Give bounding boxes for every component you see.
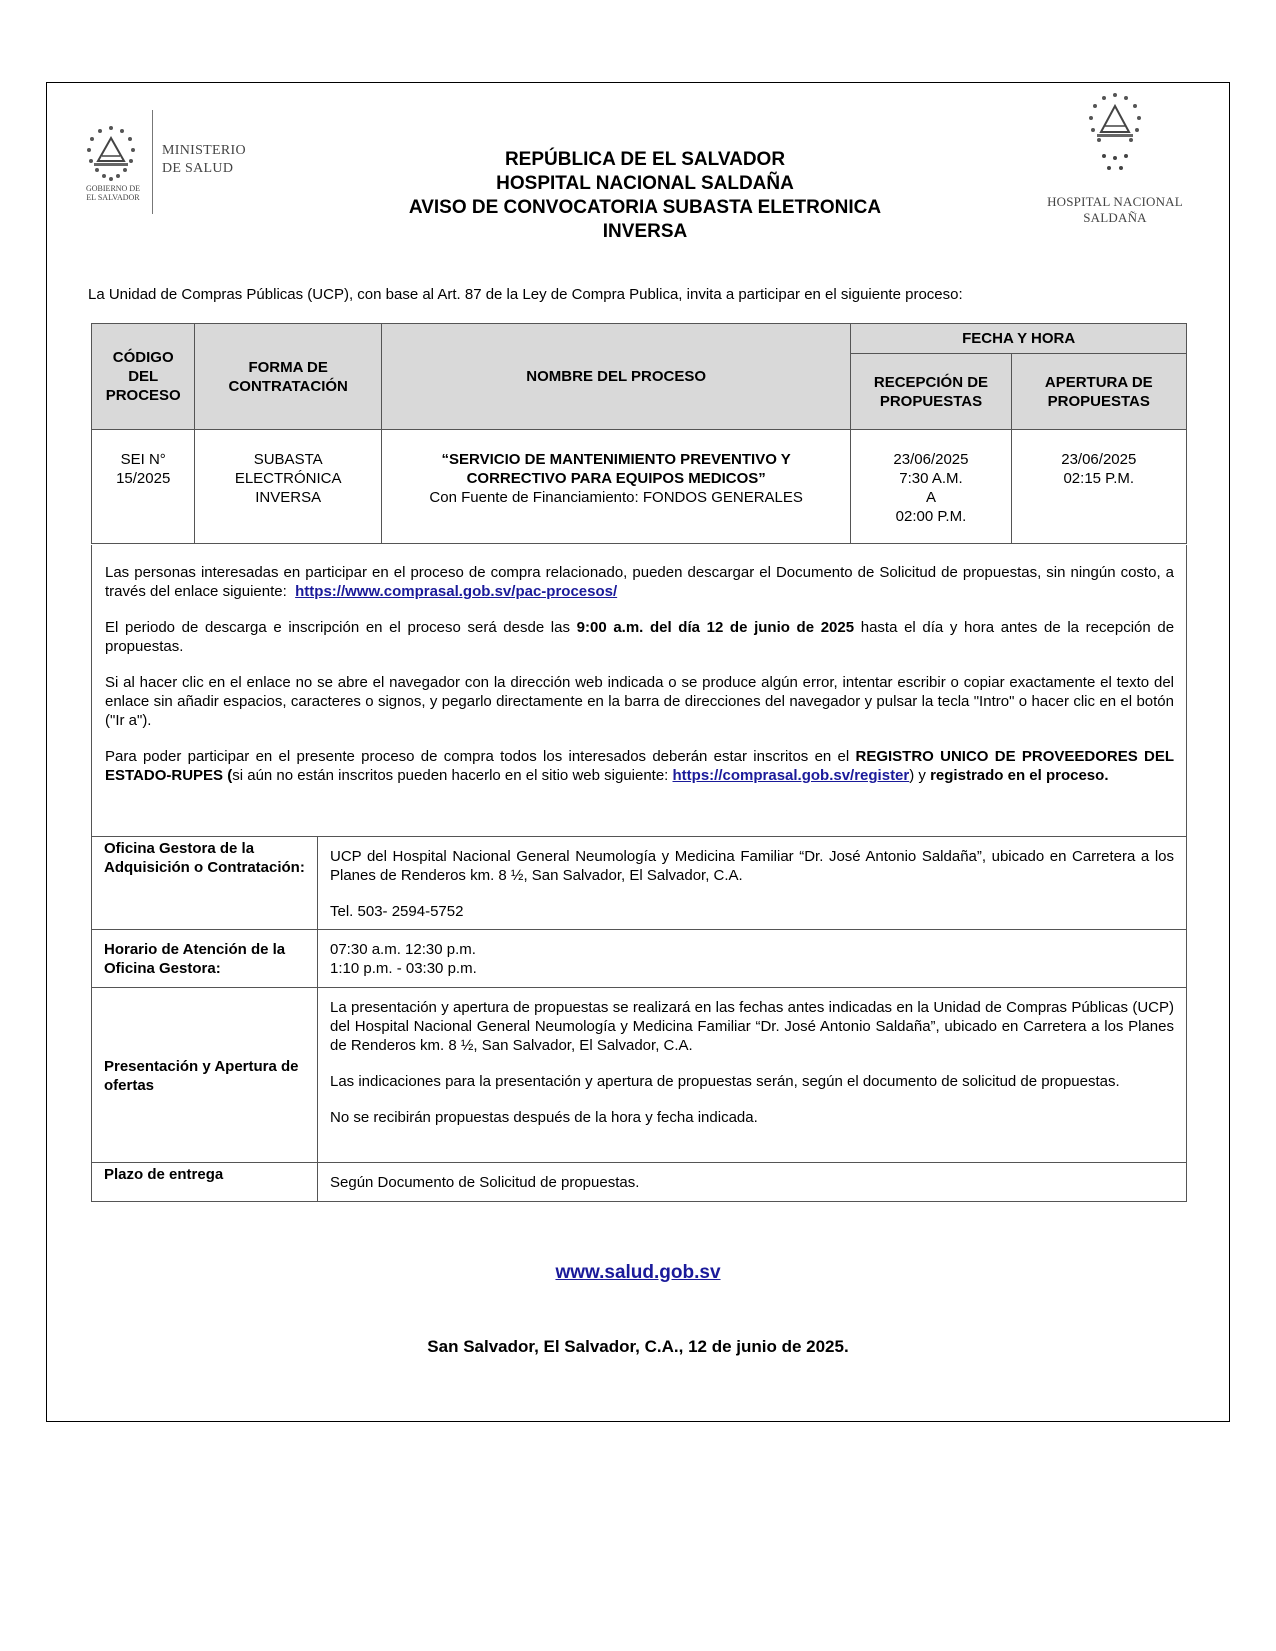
cell-forma: SUBASTA ELECTRÓNICA INVERSA [195,430,382,544]
register-link[interactable]: https://comprasal.gob.sv/register [672,767,910,784]
hospital-logo [1020,90,1210,225]
detail-label: Oficina Gestora de la Adquisición o Contratación: [92,837,318,930]
gobierno-label: GOBIERNO DE EL SALVADOR [86,184,140,202]
header-forma: FORMA DE CONTRATACIÓN [195,324,382,430]
header-recepcion: RECEPCIÓN DE PROPUESTAS [851,354,1011,430]
details-table [91,836,1187,1202]
header-fecha-hora: FECHA Y HORA [851,324,1187,354]
cell-apertura: 23/06/2025 02:15 P.M. [1011,430,1186,544]
header-apertura: APERTURA DE PROPUESTAS [1011,354,1186,430]
detail-label: Plazo de entrega [92,1163,318,1202]
website-link-row [0,1262,1276,1284]
title-line: INVERSA [602,221,688,242]
closing-date: San Salvador, El Salvador, C.A., 12 de junio de 2025. [427,1337,849,1356]
document-title [260,148,1030,244]
header-codigo: CÓDIGO DEL PROCESO [92,324,195,430]
hospital-logo-label: HOSPITAL NACIONAL SALDAÑA [1047,194,1183,225]
table-row [92,988,1187,1163]
coat-of-arms-icon [1082,90,1148,176]
rupes-paragraph: Para poder participar en el presente proceso de compra todos los interesados deberán estar inscritos en el REGISTRO UNICO DE PROVEEDORES DEL ESTADO-RUPES (si aún no están inscritos pueden hacerlo en el sitio web siguiente: https://comprasal.gob.sv/register) y registrado en el proceso. [105,748,1174,784]
header-nombre: NOMBRE DEL PROCESO [381,324,850,430]
title-line: AVISO DE CONVOCATORIA SUBASTA ELETRONICA [408,197,882,218]
cell-codigo: SEI N° 15/2025 [92,430,195,544]
table-row [92,1163,1187,1202]
detail-value: La presentación y apertura de propuestas se realizará en las fechas antes indicadas en la Unidad de Compras Públicas (UCP) del Hospital Nacional General Neumología y Medicina Familiar “Dr. José Antonio Saldaña”, ubicado en Carretera a los Planes de Renderos km. 8 ½, San Salvador, El Salvador, C.A. Las indicaciones para la presentación y apertura de propuestas serán, según el documento de solicitud de propuestas. No se recibirán propuestas después de la hora y fecha indicada. [318,988,1187,1163]
intro-text: La Unidad de Compras Públicas (UCP), con base al Art. 87 de la Ley de Compra Publica, invita a participar en el siguiente proceso: [88,286,963,303]
detail-label: Presentación y Apertura de ofertas [92,988,318,1163]
cell-nombre: “SERVICIO DE MANTENIMIENTO PREVENTIVO Y CORRECTIVO PARA EQUIPOS MEDICOS” Con Fuente de Financiamiento: FONDOS GENERALES [381,430,850,544]
pac-procesos-link[interactable]: https://www.comprasal.gob.sv/pac-procesos/ [295,583,618,600]
table-row [92,430,1187,544]
info-section [91,545,1187,837]
salud-website-link[interactable]: www.salud.gob.sv [555,1262,721,1283]
download-period-paragraph: El periodo de descarga e inscripción en el proceso será desde las 9:00 a.m. del día 12 de junio de 2025 hasta el día y hora antes de la recepción de propuestas. [105,619,1175,655]
detail-label: Horario de Atención de la Oficina Gestora: [92,930,318,988]
detail-value: UCP del Hospital Nacional General Neumología y Medicina Familiar “Dr. José Antonio Saldaña”, ubicado en Carretera a los Planes de Renderos km. 8 ½, San Salvador, El Salvador, C.A. Tel. 503- 2594-5752 [318,837,1187,930]
ministry-label: MINISTERIO DE SALUD [162,143,246,176]
cell-recepcion: 23/06/2025 7:30 A.M. A 02:00 P.M. [851,430,1011,544]
detail-value: Según Documento de Solicitud de propuestas. [318,1163,1187,1202]
title-line: REPÚBLICA DE EL SALVADOR [504,149,786,170]
title-line: HOSPITAL NACIONAL SALDAÑA [496,173,794,194]
table-row [92,837,1187,930]
download-paragraph: Las personas interesadas en participar en el proceso de compra relacionado, pueden descargar el Documento de Solicitud de propuestas, sin ningún costo, a través del enlace siguiente: https://www.comprasal.gob.sv/pac-procesos/ [105,564,1174,600]
table-row [92,930,1187,988]
ministerio-salud-logo [80,110,260,210]
process-table [91,323,1187,544]
link-help-paragraph: Si al hacer clic en el enlace no se abre el navegador con la dirección web indicada o se produce algún error, intentar escribir o copiar exactamente el texto del enlace sin añadir espacios, caracteres o signos, y pegarlo directamente en la barra de direcciones del navegador y pulsar la tecla "Intro" o hacer clic en el botón ("Ir a"). [105,674,1174,729]
detail-value: 07:30 a.m. 12:30 p.m. 1:10 p.m. - 03:30 p.m. [318,930,1187,988]
logo-divider [152,110,153,214]
